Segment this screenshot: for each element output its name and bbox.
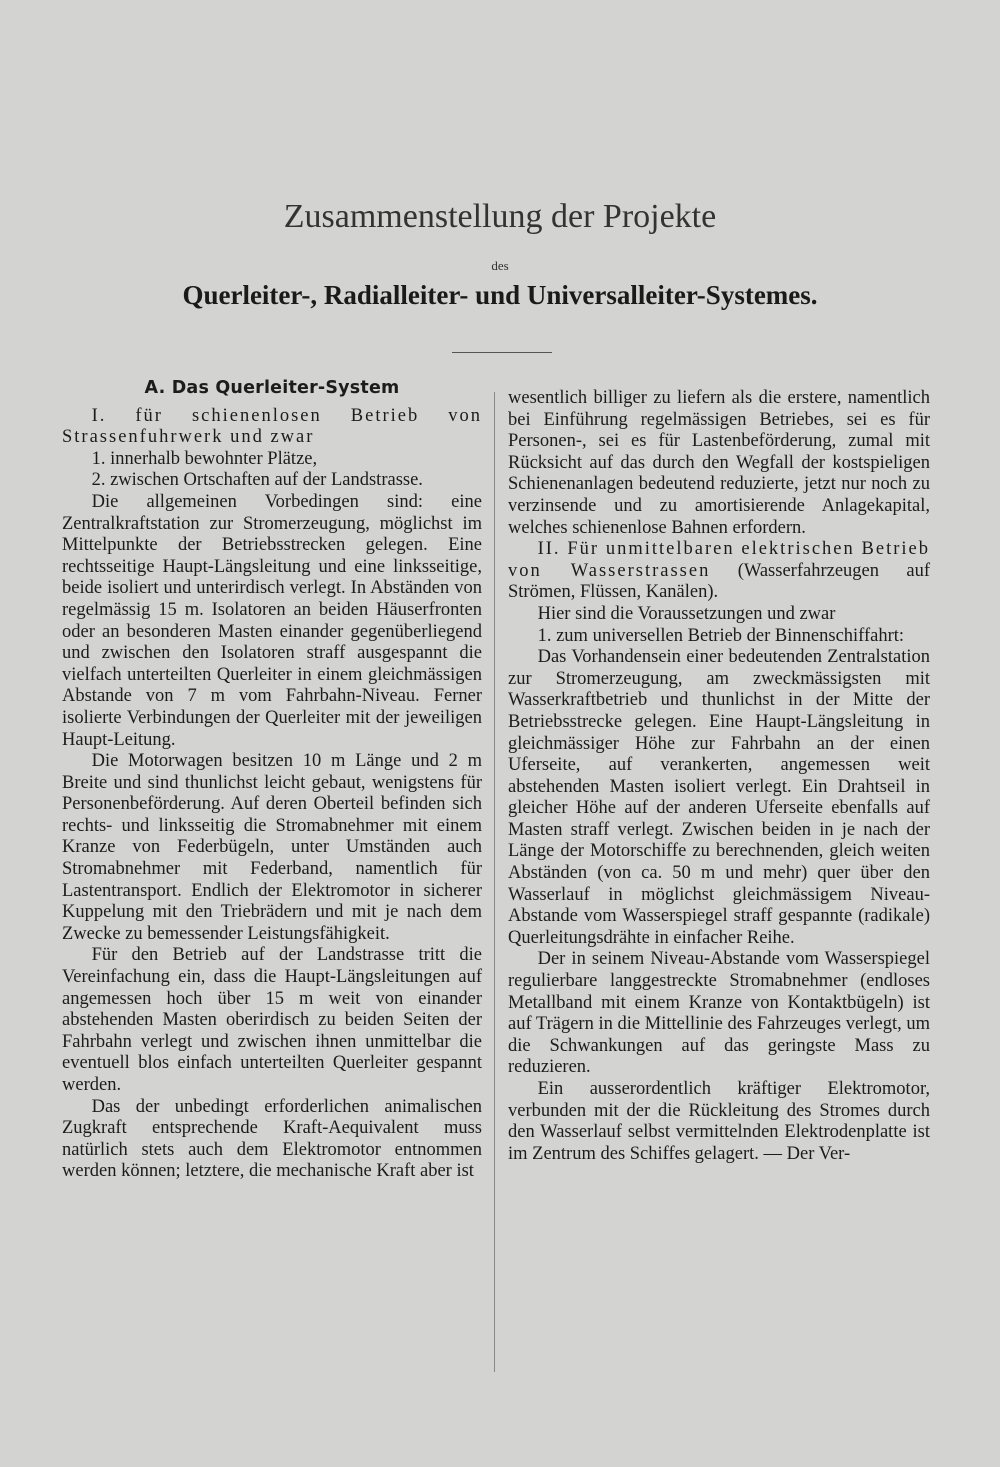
title-connector: des bbox=[491, 258, 509, 273]
left-paragraph-4: Die allgemeinen Vorbedingen sind: eine Zentralkraftstation zur Stromerzeugung, möglichst im Mittelpunkte der Betriebsstrecken gelegen. Eine rechtsseitige Haupt-Längsleitung und eine linksseitige, beide isoliert und unterirdisch verlegt. In Abständen von regelmässig 15 m. Isolatoren an beiden Häuserfronten oder an besonderen Masten einander gegenüberliegend und zwischen den Isolatoren straff ausgespannt die vielfach unterteilten Querleiter in einem gleichmässigen Abstande von 7 m vom Fahrbahn-Niveau. Ferner isolierte Verbindungen der Querleiter mit der jeweiligen Haupt-Leitung. bbox=[62, 491, 482, 750]
right-paragraph-4: 1. zum universellen Betrieb der Binnenschiffahrt: bbox=[537, 625, 905, 646]
right-column bbox=[508, 388, 930, 1165]
page-subtitle: Querleiter-, Radialleiter- und Universalleiter-Systemes. bbox=[182, 280, 818, 310]
left-paragraph-6: Für den Betrieb auf der Landstrasse tritt die Vereinfachung ein, dass die Haupt-Längsleitungen auf angemessen hoch über 15 m weit von einander abstehenden Masten oberirdisch zu beiden Seiten der Fahrbahn verlegt und zwischen ihnen unmittelbar die eventuell blos einfach unterteilten Querleiter gespannt werden. bbox=[62, 945, 482, 1095]
right-paragraph-2-rest: (Wasserfahrzeugen auf Strömen, Flüssen, Kanälen). bbox=[508, 560, 930, 603]
right-paragraph-2 bbox=[508, 539, 930, 604]
left-paragraph-7: Das der unbedingt erforderlichen animalischen Zugkraft entsprechende Kraft-Aequivalent muss natürlich stets auch dem Elektromotor entnommen werden können; letztere, die mechanische Kraft aber ist bbox=[62, 1096, 482, 1182]
right-paragraph-6: Der in seinem Niveau-Abstande vom Wasserspiegel regulierbare langgestreckte Stromabnehmer (endloses Metallband mit einem Kranze von Kontaktbügeln) ist auf Trägern in die Mittellinie des Fahrzeuges verlegt, um die Schwankungen auf das geringste Mass zu reduzieren. bbox=[508, 949, 930, 1078]
right-paragraph-7: Ein ausserordentlich kräftiger Elektromotor, verbunden mit der die Rückleitung des Stromes durch den Wasserlauf selbst vermittelnden Elektrodenplatte ist im Zentrum des Schiffes gelagert. — Der Ver- bbox=[508, 1079, 930, 1164]
left-column bbox=[62, 378, 482, 1183]
right-paragraph-1: wesentlich billiger zu liefern als die erstere, namentlich bei Einführung regelmässigen Betriebes, sei es für Personen-, sei es für Lastenbeförderung, zumal mit Rücksicht auf das durch den Wegfall der kostspieligen Schienenanlagen bedeutend reduzierte, jetzt nur noch zu verzinsende und zu amortisierende Anlagekapital, welches schienenlose Bahnen erfordern. bbox=[508, 388, 930, 538]
right-paragraph-3: Hier sind die Voraussetzungen und zwar bbox=[537, 603, 836, 624]
right-paragraph-5: Das Vorhandensein einer bedeutenden Zentralstation zur Stromerzeugung, am zweckmässigsten mit Wasserkraftbetrieb und thunlichst in der Mitte der Betriebsstrecke gelegen. Eine Haupt-Längsleitung in gleichmässiger Höhe zur Fahrbahn an der einen Uferseite, auf verankerten, angemessen weit abstehenden Masten isoliert verlegt. Ein Drahtseil in gleicher Höhe auf der anderen Uferseite ebenfalls auf Masten straff verlegt. Zwischen beiden in je nach der Länge der Motorschiffe zu berechnenden, gleich weiten Abständen (von ca. 50 m und mehr) quer über den Wasserlauf in möglichst gleichmässigem Niveau-Abstande vom Wasserspiegel straff gespannte (radikale) Querleitungsdrähte in einfacher Reihe. bbox=[508, 647, 930, 948]
left-paragraph-1: I. für schienenlosen Betrieb von Strassenfuhrwerk und zwar bbox=[62, 405, 482, 448]
left-paragraph-2: 1. innerhalb bewohnter Plätze, bbox=[91, 448, 318, 469]
column-divider bbox=[494, 392, 495, 1372]
page-title: Zusammenstellung der Projekte bbox=[283, 198, 717, 235]
section-heading: A. Das Querleiter-System bbox=[144, 378, 400, 398]
title-divider bbox=[452, 352, 552, 353]
right-paragraph-2-heading: II. Für unmittelbaren elektrischen Betrieb von Wasserstrassen bbox=[508, 539, 930, 581]
left-paragraph-3: 2. zwischen Ortschaften auf der Landstrasse. bbox=[91, 470, 423, 491]
left-paragraph-5: Die Motorwagen besitzen 10 m Länge und 2 m Breite und sind thunlichst leicht gebaut, wenigstens für Personenbeförderung. Auf deren Oberteil befinden sich rechts- und linksseitig die Stromabnehmer mit einem Kranze von Federbügeln, unter Umständen auch Stromabnehmer mit Federband, namentlich für Lastentransport. Endlich der Elektromotor in sicherer Kuppelung mit den Triebrädern und mit je nach dem Zwecke zu bemessender Leistungsfähigkeit. bbox=[62, 751, 482, 944]
